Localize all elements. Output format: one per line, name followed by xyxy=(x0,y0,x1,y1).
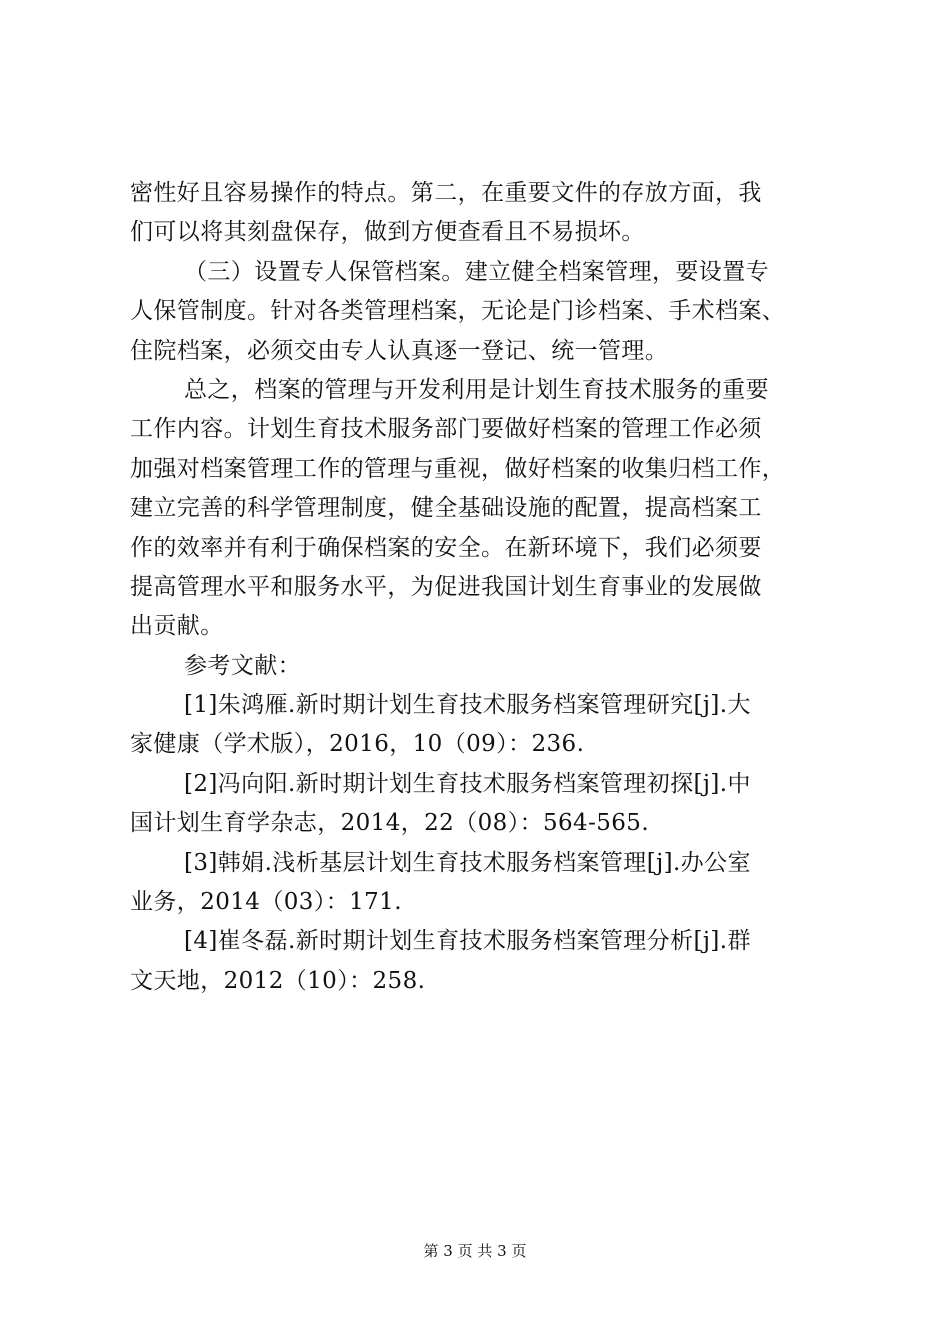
text-line: 工作内容。计划生育技术服务部门要做好档案的管理工作必须 xyxy=(130,416,762,443)
reference-item xyxy=(130,922,835,1001)
document-body xyxy=(130,174,835,1001)
text-line: [2]冯向阳.新时期计划生育技术服务档案管理初探[j].中 xyxy=(184,770,751,797)
text-line: 文天地，2012（10）：258. xyxy=(130,967,426,994)
text-line: 参考文献： xyxy=(184,652,301,679)
paragraph-section-three xyxy=(130,253,835,371)
text-line: [1]朱鸿雁.新时期计划生育技术服务档案管理研究[j].大 xyxy=(184,692,751,719)
text-line: 人保管制度。针对各类管理档案，无论是门诊档案、手术档案、 xyxy=(130,298,786,325)
text-line: [3]韩娟.浅析基层计划生育技术服务档案管理[j].办公室 xyxy=(184,849,751,876)
text-line: 国计划生育学杂志，2014，22（08）：564-565. xyxy=(130,810,650,837)
page-number-footer: 第 3 页 共 3 页 xyxy=(423,1242,527,1260)
text-line: 家健康（学术版），2016，10（09）：236. xyxy=(130,731,585,758)
text-line: （三）设置专人保管档案。建立健全档案管理，要设置专 xyxy=(184,258,769,285)
paragraph-conclusion xyxy=(130,371,835,647)
references-heading xyxy=(130,647,835,686)
paragraph-continuation xyxy=(130,174,835,253)
text-line: 们可以将其刻盘保存，做到方便查看且不易损坏。 xyxy=(130,219,645,246)
text-line: 总之，档案的管理与开发利用是计划生育技术服务的重要 xyxy=(184,376,769,403)
text-line: 出贡献。 xyxy=(130,613,224,640)
text-line: 作的效率并有利于确保档案的安全。在新环境下，我们必须要 xyxy=(130,534,762,561)
text-line: 住院档案，必须交由专人认真逐一登记、统一管理。 xyxy=(130,337,669,364)
reference-item xyxy=(130,765,835,844)
reference-item xyxy=(130,686,835,765)
text-line: 加强对档案管理工作的管理与重视，做好档案的收集归档工作， xyxy=(130,455,786,482)
text-line: 提高管理水平和服务水平，为促进我国计划生育事业的发展做 xyxy=(130,573,762,600)
reference-item xyxy=(130,844,835,923)
text-line: 建立完善的科学管理制度，健全基础设施的配置，提高档案工 xyxy=(130,495,762,522)
text-line: 密性好且容易操作的特点。第二，在重要文件的存放方面，我 xyxy=(130,180,762,206)
text-line: 业务，2014（03）：171. xyxy=(130,889,402,916)
text-line: [4]崔冬磊.新时期计划生育技术服务档案管理分析[j].群 xyxy=(184,928,751,955)
